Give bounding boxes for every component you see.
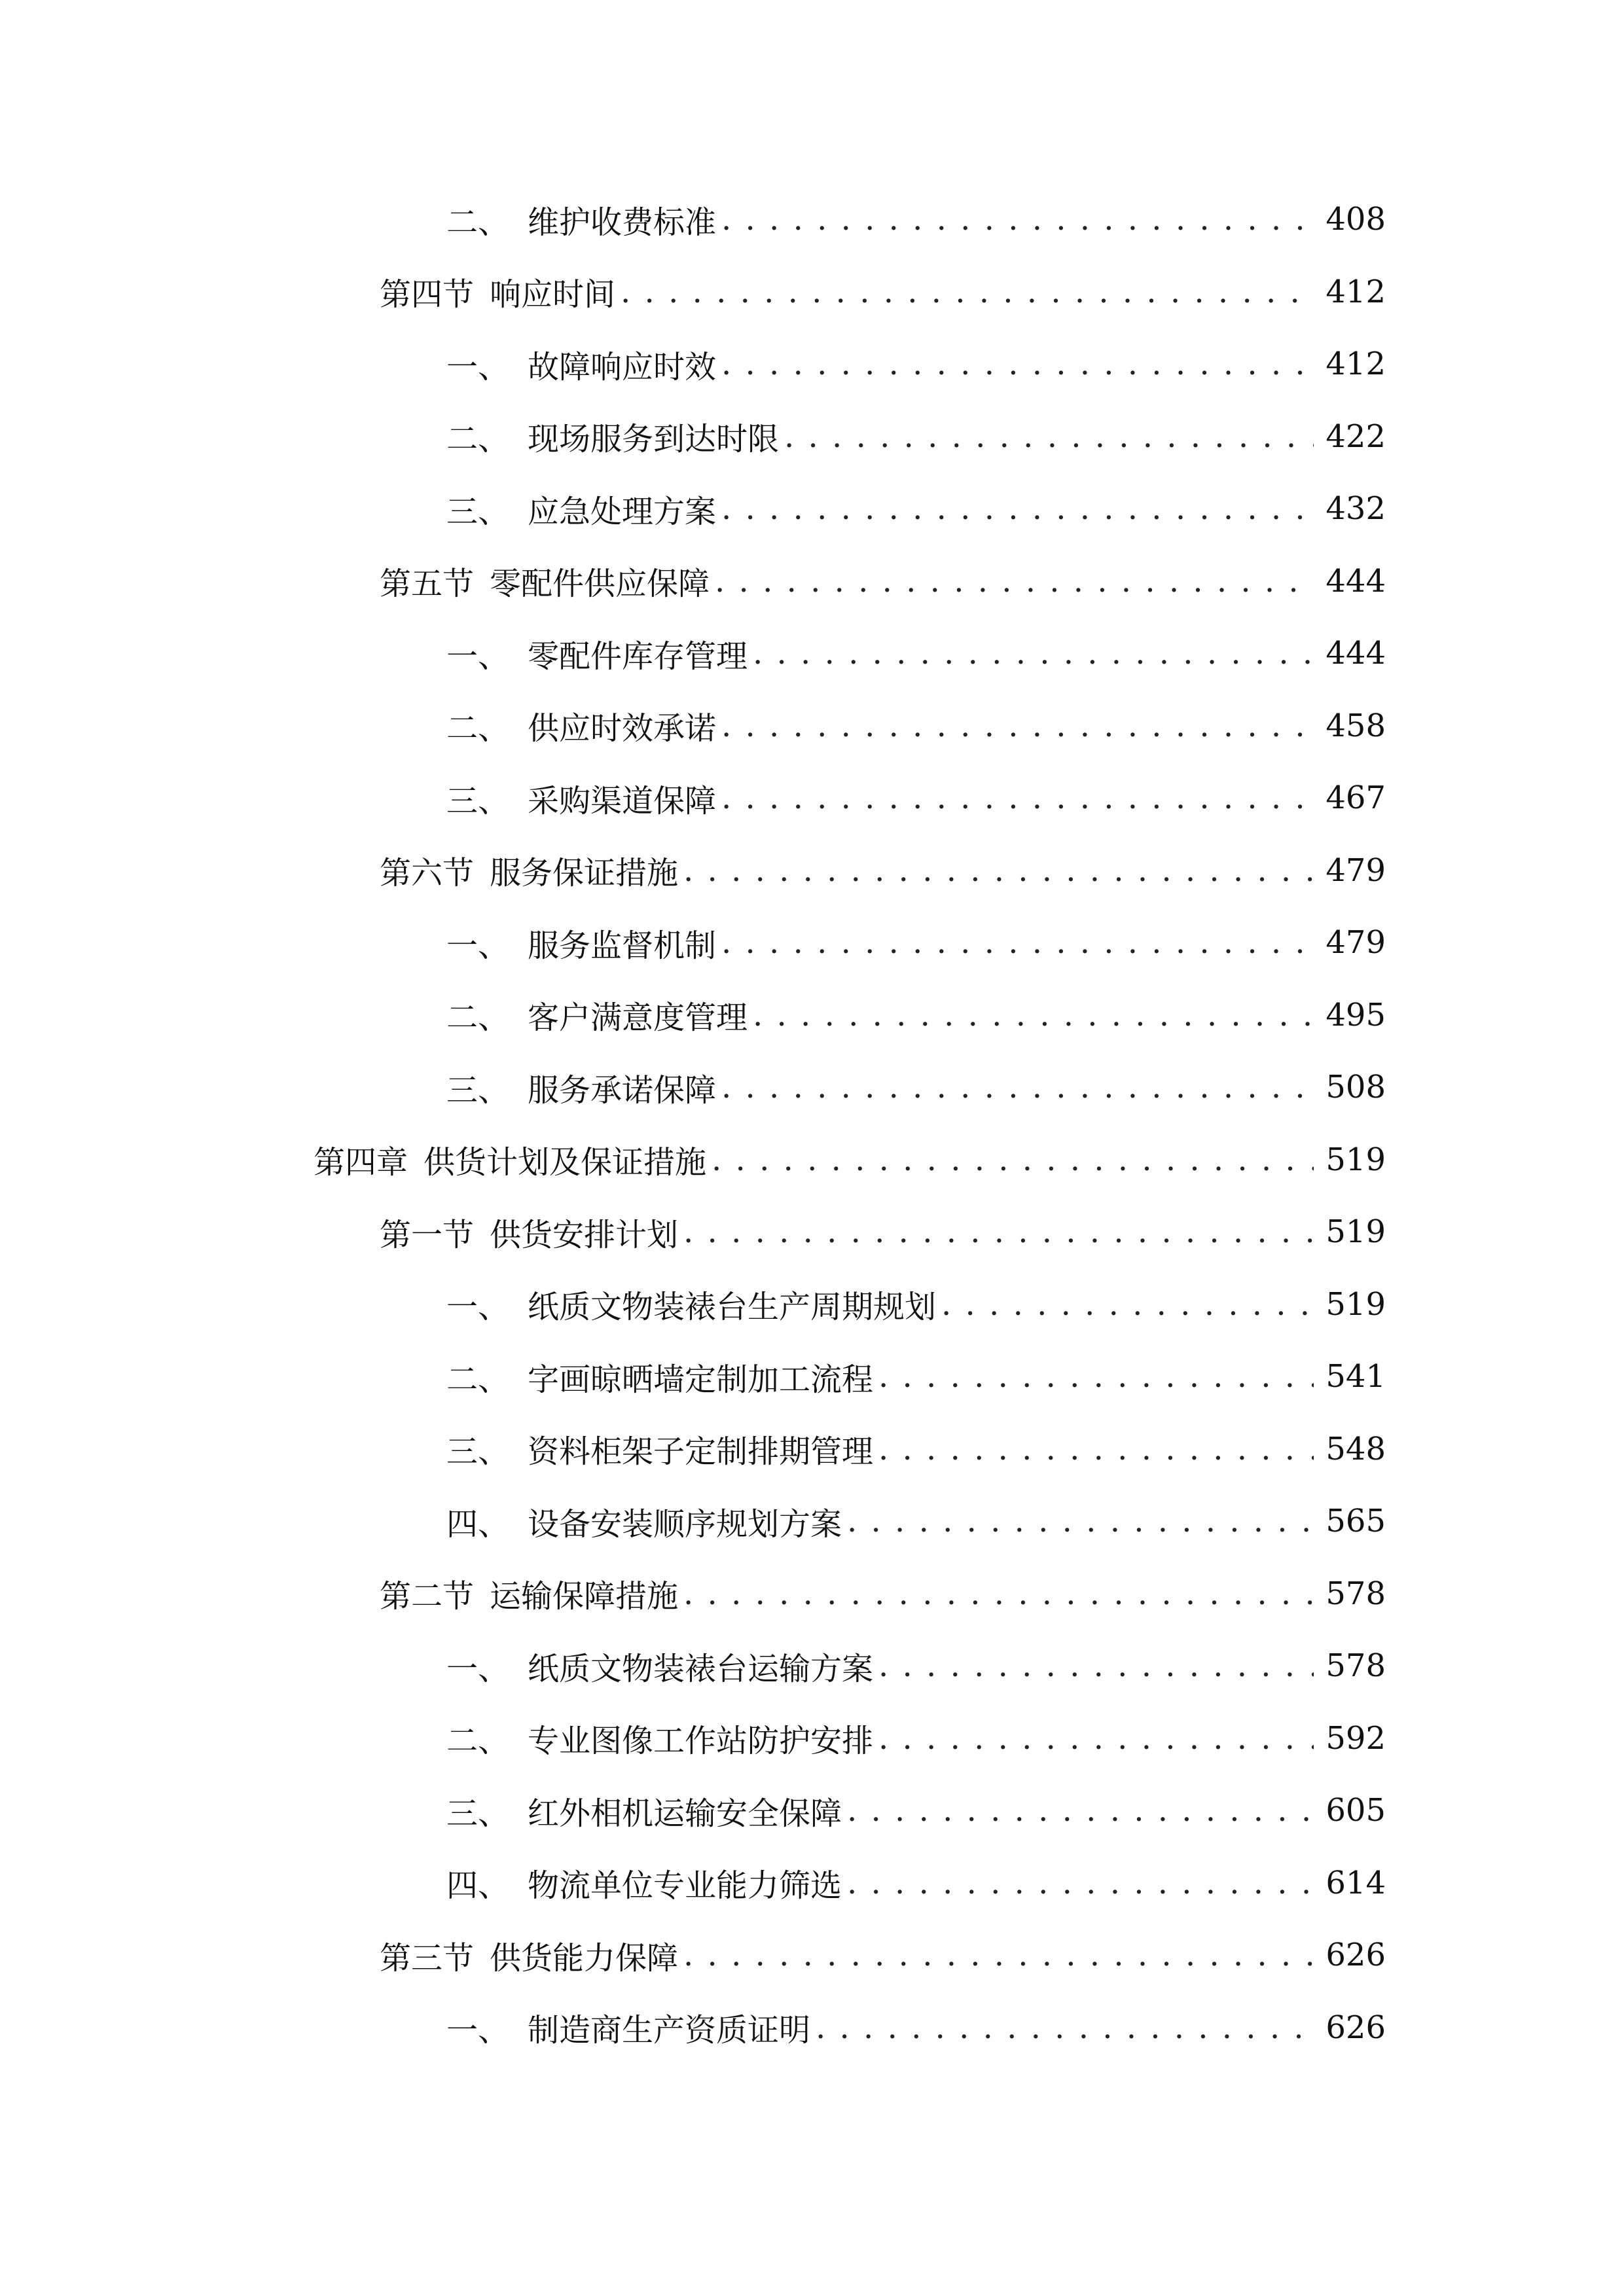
toc-entry[interactable] bbox=[0, 473, 1624, 545]
toc-entry-page: 626 bbox=[1326, 2009, 1386, 2046]
toc-entry[interactable] bbox=[0, 1485, 1624, 1558]
dot-leader bbox=[621, 274, 1314, 310]
toc-entry-title: 设备安装顺序规划方案 bbox=[528, 1505, 842, 1543]
toc-entry-page: 412 bbox=[1326, 273, 1386, 310]
toc-entry-title: 红外相机运输安全保障 bbox=[528, 1795, 842, 1832]
toc-entry-title: 应急处理方案 bbox=[528, 493, 717, 530]
dot-leader bbox=[712, 1141, 1314, 1178]
toc-entry-number: 第一节 bbox=[380, 1216, 475, 1253]
toc-entry-number: 一、 bbox=[446, 2012, 510, 2049]
toc-entry-number: 第五节 bbox=[380, 565, 475, 603]
toc-entry-page: 458 bbox=[1326, 707, 1386, 744]
toc-entry-title: 服务保证措施 bbox=[490, 855, 679, 892]
toc-entry-number: 二、 bbox=[446, 421, 510, 458]
toc-entry-number: 二、 bbox=[446, 204, 510, 241]
toc-entry[interactable] bbox=[0, 617, 1624, 690]
toc-entry-number: 四、 bbox=[446, 1505, 510, 1543]
toc-entry-number: 三、 bbox=[446, 493, 510, 530]
toc-entry[interactable] bbox=[0, 1847, 1624, 1920]
toc-entry[interactable] bbox=[0, 1124, 1624, 1196]
toc-entry-page: 508 bbox=[1326, 1069, 1386, 1106]
toc-entry[interactable] bbox=[0, 690, 1624, 762]
toc-entry-number: 二、 bbox=[446, 1361, 510, 1398]
toc-entry[interactable] bbox=[0, 1919, 1624, 1992]
toc-entry-page: 519 bbox=[1326, 1285, 1386, 1323]
dot-leader bbox=[847, 1503, 1314, 1539]
dot-leader bbox=[784, 418, 1314, 455]
toc-entry-title: 现场服务到达时限 bbox=[528, 421, 780, 458]
dot-leader bbox=[721, 346, 1314, 382]
toc-entry[interactable] bbox=[0, 1992, 1624, 2064]
toc-entry-title: 资料柜架子定制排期管理 bbox=[528, 1433, 874, 1471]
toc-entry-title: 零配件库存管理 bbox=[528, 637, 748, 675]
toc-entry-number: 三、 bbox=[446, 1433, 510, 1471]
toc-entry-title: 供货计划及保证措施 bbox=[424, 1144, 707, 1181]
toc-entry-title: 故障响应时效 bbox=[528, 348, 717, 386]
toc-entry-page: 548 bbox=[1326, 1430, 1386, 1467]
toc-entry-title: 纸质文物装裱台运输方案 bbox=[528, 1650, 874, 1687]
dot-leader bbox=[941, 1286, 1314, 1323]
toc-entry[interactable] bbox=[0, 1774, 1624, 1847]
toc-entry[interactable] bbox=[0, 834, 1624, 907]
toc-entry-page: 422 bbox=[1326, 418, 1386, 455]
toc-entry-number: 一、 bbox=[446, 1289, 510, 1326]
toc-entry-title: 物流单位专业能力筛选 bbox=[528, 1867, 842, 1905]
toc-entry[interactable] bbox=[0, 328, 1624, 401]
toc-entry-number: 第四节 bbox=[380, 276, 475, 314]
toc-entry-title: 供货安排计划 bbox=[490, 1216, 679, 1253]
toc-entry-title: 服务监督机制 bbox=[528, 927, 717, 964]
dot-leader bbox=[683, 852, 1314, 889]
dot-leader bbox=[683, 1937, 1314, 1973]
toc-entry-page: 444 bbox=[1326, 562, 1386, 600]
toc-entry-page: 519 bbox=[1326, 1141, 1386, 1178]
dot-leader bbox=[721, 924, 1314, 961]
toc-entry[interactable] bbox=[0, 1702, 1624, 1775]
toc-entry-title: 制造商生产资质证明 bbox=[528, 2012, 811, 2049]
toc-entry-page: 592 bbox=[1326, 1719, 1386, 1757]
toc-entry[interactable] bbox=[0, 401, 1624, 473]
toc-entry[interactable] bbox=[0, 979, 1624, 1052]
toc-entry[interactable] bbox=[0, 1630, 1624, 1702]
toc-entry-number: 一、 bbox=[446, 348, 510, 386]
dot-leader bbox=[753, 635, 1314, 672]
toc-entry-number: 三、 bbox=[446, 1795, 510, 1832]
toc-entry-title: 客户满意度管理 bbox=[528, 999, 748, 1037]
toc-entry-title: 运输保障措施 bbox=[490, 1578, 679, 1615]
dot-leader bbox=[878, 1358, 1314, 1395]
toc-entry-page: 519 bbox=[1326, 1213, 1386, 1251]
toc-entry-page: 578 bbox=[1326, 1575, 1386, 1612]
toc-entry-page: 578 bbox=[1326, 1647, 1386, 1685]
toc-entry-number: 一、 bbox=[446, 1650, 510, 1687]
toc-entry-title: 供货能力保障 bbox=[490, 1939, 679, 1977]
toc-entry-number: 二、 bbox=[446, 999, 510, 1037]
toc-entry-page: 479 bbox=[1326, 852, 1386, 889]
toc-entry-number: 一、 bbox=[446, 637, 510, 675]
toc-entry[interactable] bbox=[0, 1558, 1624, 1630]
toc-entry-number: 第三节 bbox=[380, 1939, 475, 1977]
toc-entry-title: 响应时间 bbox=[490, 276, 616, 314]
toc-entry-number: 第二节 bbox=[380, 1578, 475, 1615]
toc-entry[interactable] bbox=[0, 545, 1624, 618]
dot-leader bbox=[878, 1720, 1314, 1757]
toc-entry[interactable] bbox=[0, 183, 1624, 256]
toc-entry[interactable] bbox=[0, 762, 1624, 834]
dot-leader bbox=[847, 1792, 1314, 1829]
dot-leader bbox=[721, 708, 1314, 744]
toc-entry-title: 维护收费标准 bbox=[528, 204, 717, 241]
toc-entry-page: 479 bbox=[1326, 924, 1386, 961]
dot-leader bbox=[878, 1647, 1314, 1684]
toc-entry-title: 专业图像工作站防护安排 bbox=[528, 1723, 874, 1760]
dot-leader bbox=[847, 1865, 1314, 1901]
toc-entry[interactable] bbox=[0, 1051, 1624, 1124]
dot-leader bbox=[721, 780, 1314, 816]
toc-entry-title: 供应时效承诺 bbox=[528, 710, 717, 747]
dot-leader bbox=[683, 1213, 1314, 1250]
toc-entry-page: 541 bbox=[1326, 1358, 1386, 1395]
toc-entry-number: 第四章 bbox=[314, 1144, 408, 1181]
dot-leader bbox=[721, 1069, 1314, 1105]
dot-leader bbox=[816, 2009, 1314, 2046]
toc-entry-page: 432 bbox=[1326, 490, 1386, 528]
dot-leader bbox=[715, 563, 1314, 600]
toc-entry-number: 四、 bbox=[446, 1867, 510, 1905]
toc-entry-page: 467 bbox=[1326, 780, 1386, 817]
toc-entry[interactable] bbox=[0, 906, 1624, 979]
toc-entry[interactable] bbox=[0, 1196, 1624, 1268]
toc-entry-page: 408 bbox=[1326, 201, 1386, 238]
toc-entry-number: 一、 bbox=[446, 927, 510, 964]
toc-entry-page: 565 bbox=[1326, 1503, 1386, 1540]
toc-entry-title: 服务承诺保障 bbox=[528, 1071, 717, 1109]
toc-entry-page: 614 bbox=[1326, 1864, 1386, 1901]
toc-entry-page: 444 bbox=[1326, 635, 1386, 672]
toc-entry-title: 零配件供应保障 bbox=[490, 565, 710, 603]
toc-entry[interactable] bbox=[0, 1413, 1624, 1486]
table-of-contents bbox=[0, 183, 1624, 2064]
dot-leader bbox=[753, 997, 1314, 1033]
toc-entry[interactable] bbox=[0, 1340, 1624, 1413]
toc-entry-page: 626 bbox=[1326, 1937, 1386, 1974]
toc-entry-number: 二、 bbox=[446, 710, 510, 747]
toc-entry[interactable] bbox=[0, 1268, 1624, 1341]
toc-entry-title: 采购渠道保障 bbox=[528, 782, 717, 819]
toc-entry-number: 第六节 bbox=[380, 855, 475, 892]
toc-entry-page: 495 bbox=[1326, 996, 1386, 1033]
toc-entry-title: 纸质文物装裱台生产周期规划 bbox=[528, 1289, 937, 1326]
dot-leader bbox=[721, 490, 1314, 527]
dot-leader bbox=[721, 201, 1314, 238]
toc-entry-number: 二、 bbox=[446, 1723, 510, 1760]
toc-entry-number: 三、 bbox=[446, 1071, 510, 1109]
dot-leader bbox=[683, 1575, 1314, 1612]
dot-leader bbox=[878, 1431, 1314, 1467]
toc-entry-page: 605 bbox=[1326, 1792, 1386, 1829]
toc-entry-number: 三、 bbox=[446, 782, 510, 819]
toc-entry-page: 412 bbox=[1326, 346, 1386, 383]
toc-entry[interactable] bbox=[0, 256, 1624, 329]
toc-entry-title: 字画晾晒墙定制加工流程 bbox=[528, 1361, 874, 1398]
